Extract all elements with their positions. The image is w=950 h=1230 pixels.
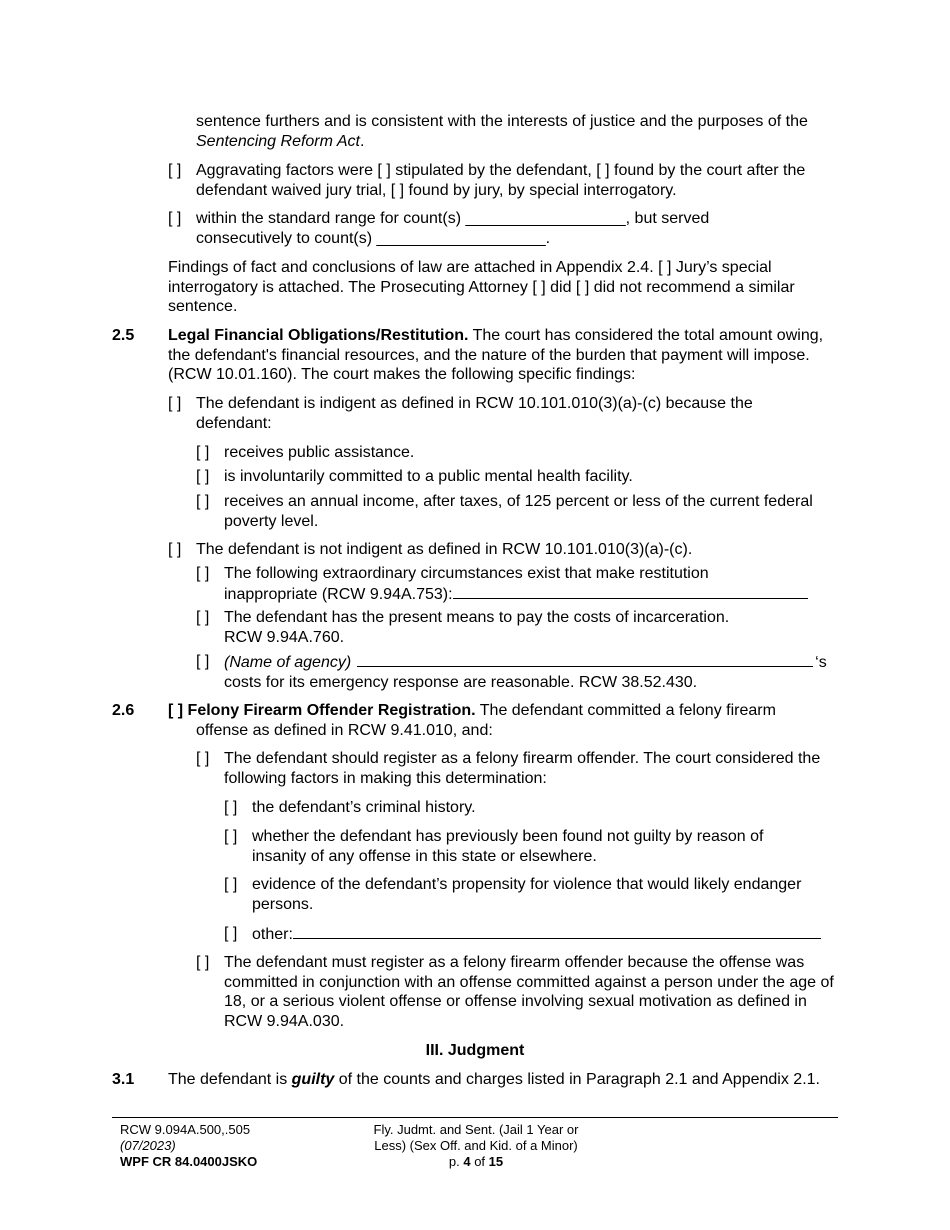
extraordinary-checkbox[interactable]: [ ] [196,565,210,582]
not-indigent-checkbox[interactable]: [ ] [168,541,182,558]
extraordinary-line1: The following extraordinary circumstances exist that make restitution [224,565,709,582]
public-assistance-text: receives public assistance. [224,444,415,461]
other-text [252,924,832,945]
footer-page-number [336,1154,616,1170]
section-2-5-text: The court has considered the total amount owing, the defendant's financial resources, and the nature of the burden that payment will impose. (RCW 10.01.160). The court makes the following specific findings: [168,327,824,383]
must-register-checkbox[interactable]: [ ] [196,954,210,971]
poverty-level-checkbox[interactable]: [ ] [196,493,210,510]
page-total: 15 [488,1154,504,1169]
standard-range-line2: consecutively to count(s) ___________________. [196,229,551,247]
section-2-5-paragraph [168,326,828,385]
page-prefix: p. [448,1154,464,1169]
judgment-text-a: The defendant is [168,1071,292,1088]
agency-text [224,652,844,692]
footer-title-line2: Less) (Sex Off. and Kid. of a Minor) [374,1138,578,1153]
criminal-history-text: the defendant’s criminal history. [252,799,476,816]
judgment-heading: III. Judgment [425,1042,525,1059]
other-checkbox[interactable]: [ ] [224,925,238,942]
section-number-3-1: 3.1 [112,1071,135,1088]
extraordinary-line2: inappropriate (RCW 9.94A.753): [224,585,453,603]
footer-left [120,1122,257,1170]
extraordinary-blank[interactable] [453,584,808,599]
should-register-checkbox[interactable]: [ ] [196,750,210,767]
section-number-2-6: 2.6 [112,702,135,719]
sentencing-reform-act: Sentencing Reform Act [196,132,360,150]
other-label: other: [252,926,293,943]
footer-title-line1: Fly. Judmt. and Sent. (Jail 1 Year or [373,1122,579,1137]
footer-date: (07/2023) [120,1138,176,1153]
section-number-2-5: 2.5 [112,327,135,344]
continuation-period: . [359,132,365,150]
standard-range-line1: within the standard range for count(s) __________________, but served [196,210,710,227]
continuation-text: sentence furthers and is consistent with the interests of justice and the purposes of the [196,113,808,130]
insanity-checkbox[interactable]: [ ] [224,828,238,845]
footer-form-number: WPF CR 84.0400JSKO [120,1154,258,1169]
section-3-1-paragraph [168,1070,836,1090]
section-2-6-text: The defendant committed a felony firearm offense as defined in RCW 9.41.010, and: [196,702,776,739]
mental-health-checkbox[interactable]: [ ] [196,468,210,485]
aggravating-checkbox[interactable]: [ ] [168,162,182,179]
propensity-text: evidence of the defendant’s propensity for violence that would likely endanger persons. [252,876,802,913]
aggravating-text: Aggravating factors were [ ] stipulated by the defendant, [ ] found by the court after the defendant waived jury trial, [ ] found by jury, by special interrogatory. [196,162,806,199]
extraordinary-text [224,564,834,604]
section-2-5-title: Legal Financial Obligations/Restitution. [168,327,469,344]
section-2-6-title: [ ] Felony Firearm Offender Registration. [168,702,476,719]
criminal-history-checkbox[interactable]: [ ] [224,799,238,816]
not-indigent-text: The defendant is not indigent as defined in RCW 10.101.010(3)(a)-(c). [196,541,693,558]
standard-range-checkbox[interactable]: [ ] [168,210,182,227]
insanity-text: whether the defendant has previously been found not guilty by reason of insanity of any offense in this state or elsewhere. [252,828,764,865]
agency-checkbox[interactable]: [ ] [196,653,210,670]
section-2-6-paragraph [168,701,828,740]
page-current: 4 [463,1154,471,1169]
standard-range-text [196,209,838,248]
present-means-text [224,608,834,647]
must-register-text: The defendant must register as a felony firearm offender because the offense was committed in conjunction with an offense committed against a person under the age of 18, or a serious violent offense or offense involving sexual motivation as defined in RCW 9.94A.030. [224,954,834,1030]
should-register-text: The defendant should register as a felony firearm offender. The court considered the following factors in making this determination: [224,750,821,787]
judgment-text-b: of the counts and charges listed in Paragraph 2.1 and Appendix 2.1. [334,1071,820,1088]
guilty-word: guilty [291,1071,335,1088]
agency-label: (Name of agency) [224,654,352,671]
page-of: of [470,1154,489,1169]
public-assistance-checkbox[interactable]: [ ] [196,444,210,461]
footer-rule [112,1117,838,1118]
agency-name-blank[interactable] [357,652,813,667]
footer-center [336,1122,616,1170]
indigent-text: The defendant is indigent as defined in RCW 10.101.010(3)(a)-(c) because the defendant: [196,395,753,432]
indigent-checkbox[interactable]: [ ] [168,395,182,412]
poverty-level-text: receives an annual income, after taxes, of 125 percent or less of the current federal poverty level. [224,493,813,530]
propensity-checkbox[interactable]: [ ] [224,876,238,893]
mental-health-text: is involuntarily committed to a public mental health facility. [224,468,633,485]
agency-possessive: ‘s [815,654,827,671]
other-blank[interactable] [293,924,821,939]
present-means-checkbox[interactable]: [ ] [196,609,210,626]
findings-paragraph: Findings of fact and conclusions of law are attached in Appendix 2.4. [ ] Jury’s special interrogatory is attached. The Prosecuting Attorney [ ] did [ ] did not recommend a similar sentence. [168,259,795,315]
present-means-line1: The defendant has the present means to pay the costs of incarceration. [224,609,730,626]
agency-line2: costs for its emergency response are reasonable. RCW 38.52.430. [224,673,698,691]
present-means-line2: RCW 9.94A.760. [224,628,345,646]
footer-rcw: RCW 9.094A.500,.505 [120,1122,251,1137]
continuation-paragraph [196,112,836,151]
